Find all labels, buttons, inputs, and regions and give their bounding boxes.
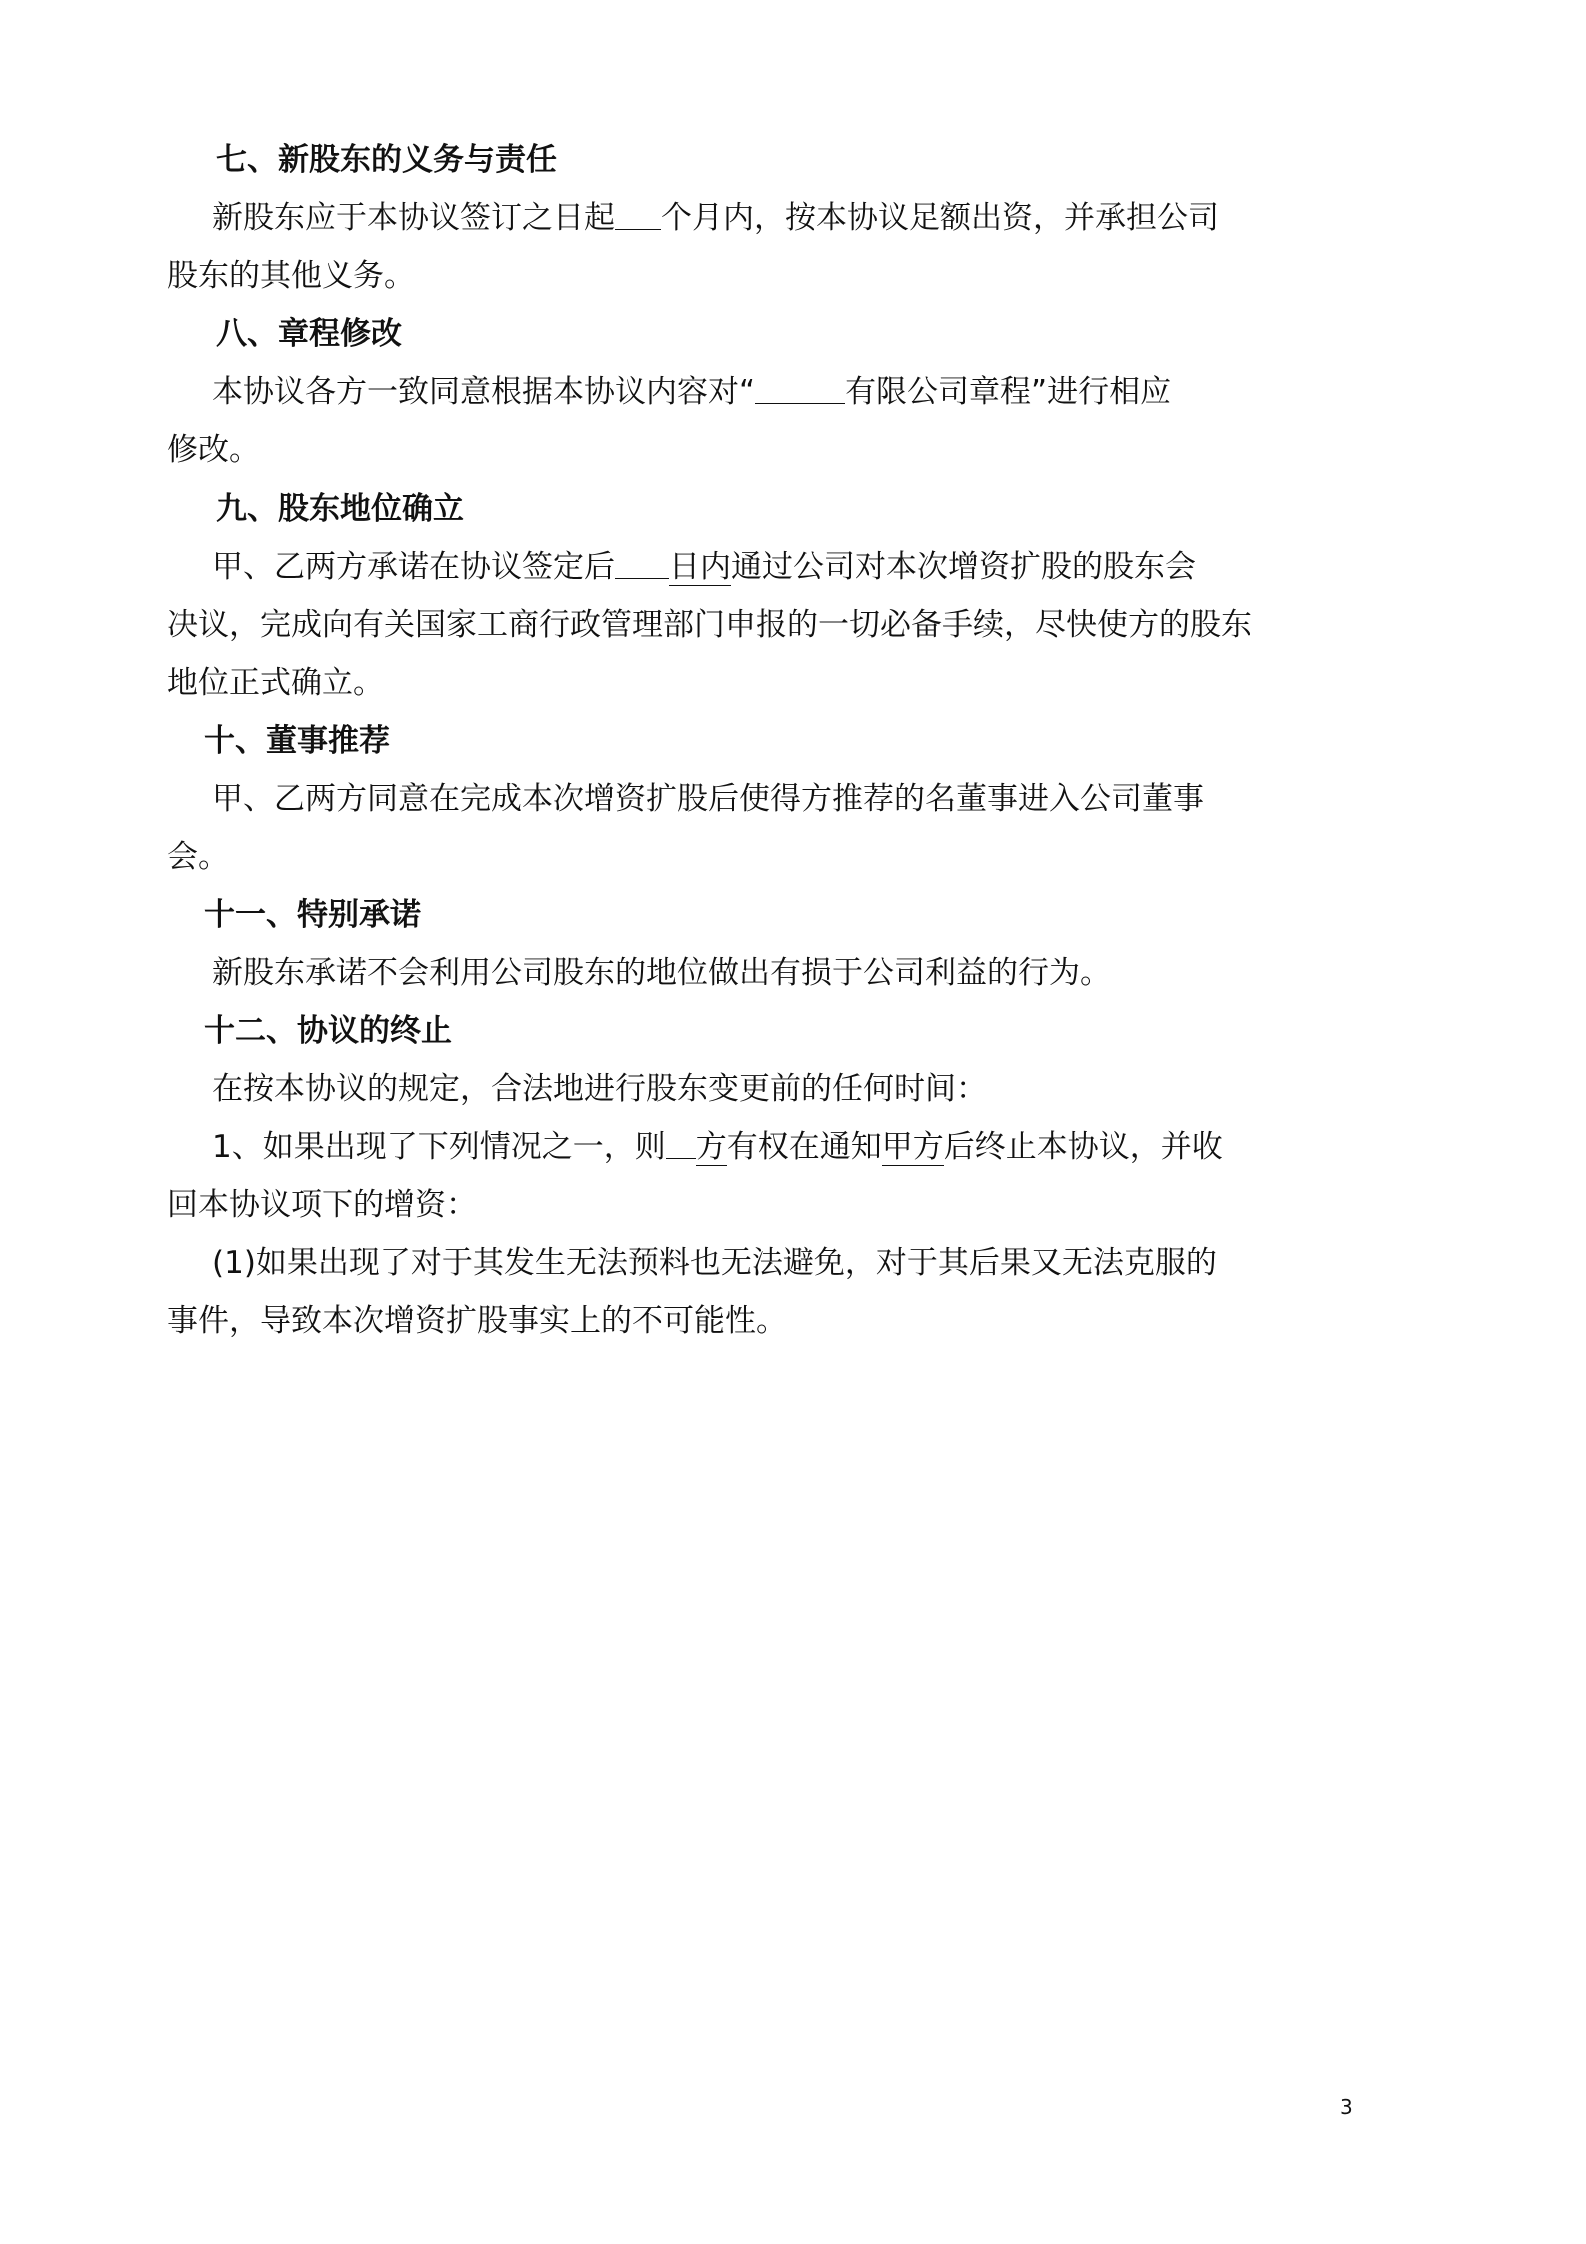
section-heading-12: 十二、协议的终止 <box>204 1013 452 1049</box>
section-12-subitem-1-line-2: 事件，导致本次增资扩股事实上的不可能性。 <box>167 1303 787 1339</box>
text: 1、如果出现了下列情况之一，则 <box>212 1129 666 1165</box>
fill-in-blank-company-name[interactable] <box>755 373 845 404</box>
section-11-paragraph-line-1: 新股东承诺不会利用公司股东的地位做出有损于公司利益的行为。 <box>212 955 1111 991</box>
fill-in-blank-months[interactable] <box>615 199 661 230</box>
text: 后终止本协议，并收 <box>943 1129 1223 1165</box>
section-12-item-1-line-2: 回本协议项下的增资： <box>167 1187 477 1223</box>
section-12-paragraph-line-1: 在按本协议的规定，合法地进行股东变更前的任何时间： <box>212 1071 987 1107</box>
underlined-text: 甲方 <box>881 1129 944 1165</box>
page-number: 3 <box>1340 2095 1353 2119</box>
section-7-paragraph-line-1 <box>212 198 1219 238</box>
fill-in-blank-days[interactable] <box>615 548 669 579</box>
section-heading-11: 十一、特别承诺 <box>204 897 421 933</box>
section-8-paragraph-line-1 <box>212 372 1171 412</box>
section-heading-9: 九、股东地位确立 <box>216 491 464 527</box>
underlined-text: 方 <box>695 1129 727 1165</box>
underlined-text: 日内 <box>669 549 731 585</box>
section-9-paragraph-line-2: 决议，完成向有关国家工商行政管理部门申报的一切必备手续，尽快使方的股东 <box>167 607 1252 643</box>
text: 个月内，按本协议足额出资，并承担公司 <box>661 200 1219 236</box>
text: 新股东应于本协议签订之日起 <box>212 200 615 236</box>
section-10-paragraph-line-1: 甲、乙两方同意在完成本次增资扩股后使得方推荐的名董事进入公司董事 <box>212 781 1204 817</box>
section-heading-8: 八、章程修改 <box>216 316 402 352</box>
text: 通过公司对本次增资扩股的股东会 <box>731 549 1196 585</box>
section-9-paragraph-line-1 <box>212 547 1196 587</box>
text: 有权在通知 <box>726 1129 882 1165</box>
section-7-paragraph-line-2: 股东的其他义务。 <box>167 258 415 294</box>
section-heading-10: 十、董事推荐 <box>204 723 390 759</box>
section-10-paragraph-line-2: 会。 <box>167 839 229 875</box>
section-heading-7: 七、新股东的义务与责任 <box>216 142 557 178</box>
section-12-item-1-line-1 <box>212 1127 1223 1167</box>
fill-in-blank-party[interactable] <box>666 1128 696 1159</box>
text: 本协议各方一致同意根据本协议内容对“ <box>212 374 756 410</box>
text: 甲、乙两方承诺在协议签定后 <box>212 549 615 585</box>
section-8-paragraph-line-2: 修改。 <box>167 432 260 468</box>
text: 有限公司章程”进行相应 <box>845 374 1172 410</box>
section-12-subitem-1-line-1: (1)如果出现了对于其发生无法预料也无法避免，对于其后果又无法克服的 <box>212 1245 1217 1281</box>
section-9-paragraph-line-3: 地位正式确立。 <box>167 665 384 701</box>
